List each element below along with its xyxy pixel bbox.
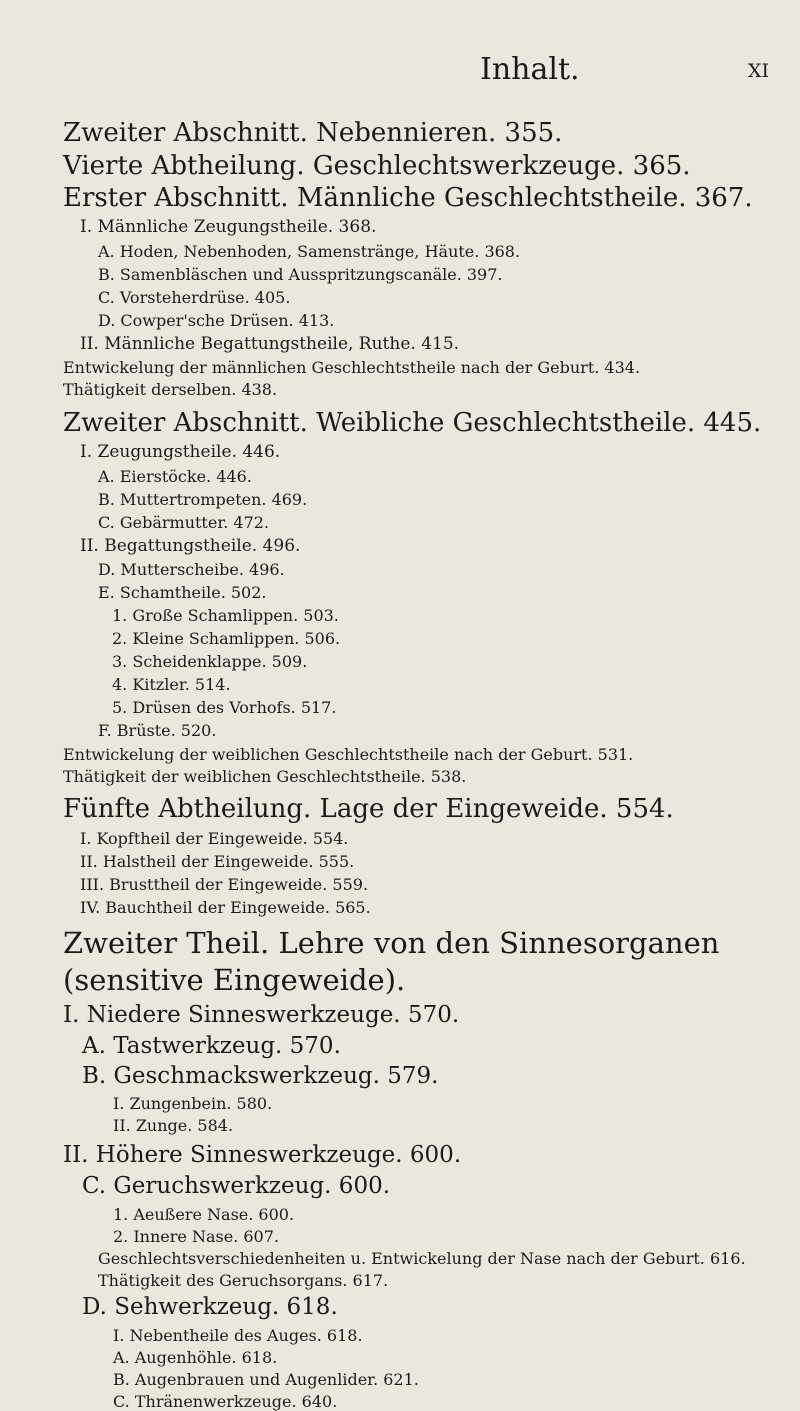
toc-entry: II. Höhere Sinneswerkzeuge. 600. — [63, 1142, 462, 1168]
toc-entry: Erster Abschnitt. Männliche Geschlechtstheile. 367. — [63, 183, 753, 213]
toc-entry: I. Nebentheile des Auges. 618. — [113, 1326, 363, 1345]
toc-entry: C. Gebärmutter. 472. — [98, 513, 270, 532]
toc-entry: Zweiter Abschnitt. Weibliche Geschlechtstheile. 445. — [63, 408, 762, 438]
toc-entry: A. Tastwerkzeug. 570. — [82, 1033, 341, 1059]
page-header — [0, 52, 800, 92]
toc-entry: (sensitive Eingeweide). — [63, 963, 406, 997]
toc-entry: C. Geruchswerkzeug. 600. — [82, 1173, 391, 1199]
toc-entry: D. Sehwerkzeug. 618. — [82, 1294, 338, 1320]
toc-entry: II. Zunge. 584. — [113, 1116, 234, 1135]
toc-entry: Thätigkeit derselben. 438. — [63, 380, 278, 399]
toc-entry: A. Augenhöhle. 618. — [113, 1348, 278, 1367]
toc-entry: III. Brusttheil der Eingeweide. 559. — [80, 875, 369, 894]
toc-entry: Zweiter Abschnitt. Nebennieren. 355. — [63, 118, 563, 148]
page-number: XI — [748, 60, 770, 82]
toc-entry: A. Eierstöcke. 446. — [98, 467, 252, 486]
toc-entry: IV. Bauchtheil der Eingeweide. 565. — [80, 898, 371, 917]
toc-entry: A. Hoden, Nebenhoden, Samenstränge, Häute. 368. — [98, 242, 521, 261]
toc-entry: 2. Kleine Schamlippen. 506. — [112, 629, 341, 648]
toc-entry: 4. Kitzler. 514. — [112, 675, 231, 694]
toc-entry: 1. Große Schamlippen. 503. — [112, 606, 339, 625]
toc-entry: II. Männliche Begattungstheile, Ruthe. 415. — [80, 334, 460, 354]
toc-entry: Fünfte Abtheilung. Lage der Eingeweide. 554. — [63, 794, 674, 824]
toc-entry: II. Begattungstheile. 496. — [80, 536, 301, 556]
toc-entry: Thätigkeit der weiblichen Geschlechtstheile. 538. — [63, 767, 467, 786]
toc-entry: II. Halstheil der Eingeweide. 555. — [80, 852, 355, 871]
page-title: Inhalt. — [480, 52, 580, 87]
toc-entry: I. Kopftheil der Eingeweide. 554. — [80, 829, 349, 848]
toc-entry: C. Thränenwerkzeuge. 640. — [113, 1392, 338, 1411]
toc-entry: F. Brüste. 520. — [98, 721, 217, 740]
toc-entry: C. Vorsteherdrüse. 405. — [98, 288, 291, 307]
toc-entry: Entwickelung der männlichen Geschlechtstheile nach der Geburt. 434. — [63, 358, 641, 377]
toc-entry: B. Geschmackswerkzeug. 579. — [82, 1063, 439, 1089]
toc-entry: E. Schamtheile. 502. — [98, 583, 267, 602]
toc-entry: 3. Scheidenklappe. 509. — [112, 652, 308, 671]
toc-entry: Zweiter Theil. Lehre von den Sinnesorganen — [63, 926, 720, 960]
toc-entry: I. Zeugungstheile. 446. — [80, 442, 281, 462]
toc-entry: I. Niedere Sinneswerkzeuge. 570. — [63, 1002, 460, 1028]
toc-entry: B. Augenbrauen und Augenlider. 621. — [113, 1370, 419, 1389]
toc-entry: Vierte Abtheilung. Geschlechtswerkzeuge. 365. — [63, 151, 691, 181]
toc-entry: 2. Innere Nase. 607. — [113, 1227, 279, 1246]
toc-entry: D. Cowper'sche Drüsen. 413. — [98, 311, 335, 330]
toc-entry: Thätigkeit des Geruchsorgans. 617. — [98, 1271, 389, 1290]
toc-entry: 5. Drüsen des Vorhofs. 517. — [112, 698, 337, 717]
toc-entry: Entwickelung der weiblichen Geschlechtstheile nach der Geburt. 531. — [63, 745, 634, 764]
toc-entry: D. Mutterscheibe. 496. — [98, 560, 285, 579]
toc-entry: I. Zungenbein. 580. — [113, 1094, 273, 1113]
toc-entry: Geschlechtsverschiedenheiten u. Entwickelung der Nase nach der Geburt. 616. — [98, 1249, 746, 1268]
toc-entry: 1. Aeußere Nase. 600. — [113, 1205, 295, 1224]
toc-entry: B. Samenbläschen und Ausspritzungscanäle. 397. — [98, 265, 503, 284]
toc-entry: I. Männliche Zeugungstheile. 368. — [80, 217, 377, 237]
toc-entry: B. Muttertrompeten. 469. — [98, 490, 308, 509]
